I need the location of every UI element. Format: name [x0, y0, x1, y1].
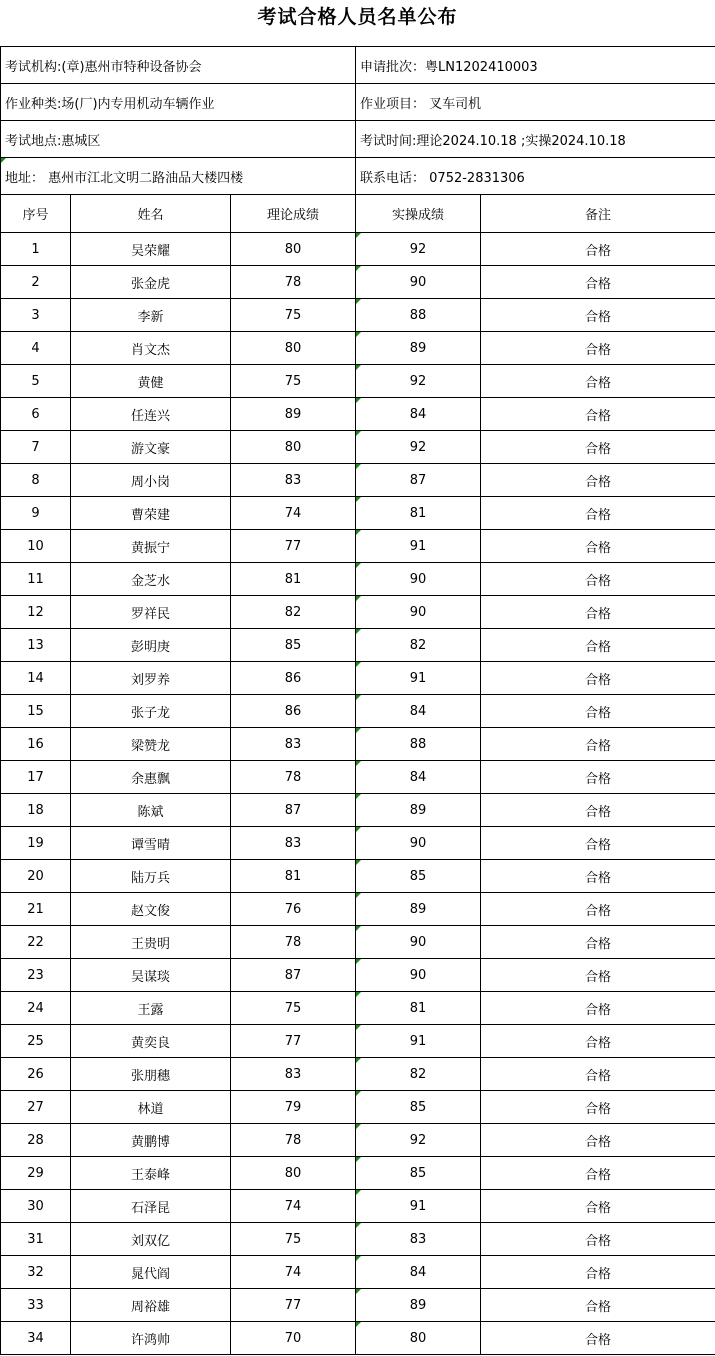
theory-score: 77 [231, 530, 356, 563]
row-index: 30 [1, 1190, 71, 1223]
theory-score: 78 [231, 1124, 356, 1157]
row-index: 20 [1, 860, 71, 893]
person-name: 吴荣耀 [71, 233, 231, 266]
person-name: 周裕雄 [71, 1289, 231, 1322]
theory-score: 79 [231, 1091, 356, 1124]
practical-score: 82 [356, 1058, 481, 1091]
theory-score: 80 [231, 1157, 356, 1190]
header-index: 序号 [1, 195, 71, 233]
theory-score: 78 [231, 926, 356, 959]
theory-score: 82 [231, 596, 356, 629]
remark: 合格 [481, 1025, 715, 1058]
remark: 合格 [481, 1058, 715, 1091]
practical-score: 82 [356, 629, 481, 662]
person-name: 许鸿帅 [71, 1322, 231, 1355]
remark: 合格 [481, 431, 715, 464]
row-index: 5 [1, 365, 71, 398]
exam-time: 考试时间:理论2024.10.18 ;实操2024.10.18 [356, 121, 715, 158]
person-name: 游文豪 [71, 431, 231, 464]
theory-score: 78 [231, 266, 356, 299]
practical-score: 84 [356, 1256, 481, 1289]
table-row [1, 1289, 715, 1322]
table-row [1, 893, 715, 926]
table-row [1, 1157, 715, 1190]
table-row [1, 431, 715, 464]
person-name: 刘罗养 [71, 662, 231, 695]
remark: 合格 [481, 926, 715, 959]
table-row [1, 365, 715, 398]
remark: 合格 [481, 662, 715, 695]
row-index: 32 [1, 1256, 71, 1289]
header-theory-score: 理论成绩 [231, 195, 356, 233]
practical-score: 91 [356, 1190, 481, 1223]
person-name: 谭雪晴 [71, 827, 231, 860]
practical-score: 88 [356, 299, 481, 332]
theory-score: 87 [231, 959, 356, 992]
table-row [1, 266, 715, 299]
results-table [0, 46, 715, 1355]
theory-score: 85 [231, 629, 356, 662]
person-name: 张子龙 [71, 695, 231, 728]
remark: 合格 [481, 1223, 715, 1256]
person-name: 黄鹏博 [71, 1124, 231, 1157]
person-name: 林道 [71, 1091, 231, 1124]
person-name: 陆万兵 [71, 860, 231, 893]
row-index: 24 [1, 992, 71, 1025]
row-index: 15 [1, 695, 71, 728]
practical-score: 89 [356, 1289, 481, 1322]
theory-score: 86 [231, 695, 356, 728]
table-row [1, 959, 715, 992]
person-name: 周小岗 [71, 464, 231, 497]
practical-score: 89 [356, 794, 481, 827]
person-name: 晁代阎 [71, 1256, 231, 1289]
remark: 合格 [481, 1322, 715, 1355]
remark: 合格 [481, 365, 715, 398]
table-row [1, 860, 715, 893]
remark: 合格 [481, 893, 715, 926]
practical-score: 88 [356, 728, 481, 761]
person-name: 肖文杰 [71, 332, 231, 365]
theory-score: 87 [231, 794, 356, 827]
theory-score: 80 [231, 332, 356, 365]
exam-institution: 考试机构:(章)惠州市特种设备协会 [1, 47, 356, 84]
table-row [1, 596, 715, 629]
remark: 合格 [481, 1091, 715, 1124]
table-row [1, 497, 715, 530]
theory-score: 75 [231, 365, 356, 398]
row-index: 7 [1, 431, 71, 464]
table-row [1, 1091, 715, 1124]
remark: 合格 [481, 332, 715, 365]
practical-score: 90 [356, 563, 481, 596]
person-name: 张金虎 [71, 266, 231, 299]
theory-score: 83 [231, 464, 356, 497]
theory-score: 83 [231, 827, 356, 860]
table-row [1, 332, 715, 365]
table-row [1, 299, 715, 332]
practical-score: 85 [356, 1091, 481, 1124]
person-name: 曹荣建 [71, 497, 231, 530]
theory-score: 81 [231, 563, 356, 596]
row-index: 8 [1, 464, 71, 497]
theory-score: 80 [231, 431, 356, 464]
person-name: 石泽昆 [71, 1190, 231, 1223]
person-name: 李新 [71, 299, 231, 332]
row-index: 25 [1, 1025, 71, 1058]
row-index: 14 [1, 662, 71, 695]
remark: 合格 [481, 299, 715, 332]
practical-score: 90 [356, 596, 481, 629]
exam-location: 考试地点:惠城区 [1, 121, 356, 158]
person-name: 王泰峰 [71, 1157, 231, 1190]
work-category: 作业种类:场(厂)内专用机动车辆作业 [1, 84, 356, 121]
page-title: 考试合格人员名单公布 [257, 6, 458, 28]
row-index: 13 [1, 629, 71, 662]
remark: 合格 [481, 827, 715, 860]
person-name: 彭明庚 [71, 629, 231, 662]
table-row [1, 464, 715, 497]
practical-score: 91 [356, 530, 481, 563]
practical-score: 84 [356, 761, 481, 794]
practical-score: 85 [356, 1157, 481, 1190]
theory-score: 86 [231, 662, 356, 695]
address: 地址： 惠州市江北文明二路油品大楼四楼 [1, 158, 356, 195]
info-row [1, 158, 715, 195]
remark: 合格 [481, 596, 715, 629]
person-name: 黄振宁 [71, 530, 231, 563]
info-row [1, 84, 715, 121]
row-index: 27 [1, 1091, 71, 1124]
practical-score: 90 [356, 959, 481, 992]
row-index: 3 [1, 299, 71, 332]
row-index: 11 [1, 563, 71, 596]
theory-score: 83 [231, 728, 356, 761]
person-name: 黄奕良 [71, 1025, 231, 1058]
practical-score: 89 [356, 893, 481, 926]
theory-score: 75 [231, 1223, 356, 1256]
person-name: 刘双亿 [71, 1223, 231, 1256]
table-row [1, 1025, 715, 1058]
theory-score: 75 [231, 299, 356, 332]
table-row [1, 233, 715, 266]
row-index: 9 [1, 497, 71, 530]
row-index: 28 [1, 1124, 71, 1157]
remark: 合格 [481, 761, 715, 794]
practical-score: 92 [356, 365, 481, 398]
row-index: 34 [1, 1322, 71, 1355]
person-name: 罗祥民 [71, 596, 231, 629]
table-row [1, 1124, 715, 1157]
practical-score: 87 [356, 464, 481, 497]
table-header [1, 195, 715, 233]
work-item: 作业项目： 叉车司机 [356, 84, 715, 121]
row-index: 17 [1, 761, 71, 794]
practical-score: 80 [356, 1322, 481, 1355]
row-index: 29 [1, 1157, 71, 1190]
theory-score: 77 [231, 1025, 356, 1058]
table-row [1, 662, 715, 695]
theory-score: 81 [231, 860, 356, 893]
row-index: 4 [1, 332, 71, 365]
practical-score: 89 [356, 332, 481, 365]
row-index: 22 [1, 926, 71, 959]
row-index: 1 [1, 233, 71, 266]
table-row [1, 992, 715, 1025]
table-row [1, 1190, 715, 1223]
theory-score: 74 [231, 1256, 356, 1289]
table-row [1, 1256, 715, 1289]
table-row [1, 1322, 715, 1355]
header-remark: 备注 [481, 195, 715, 233]
row-index: 19 [1, 827, 71, 860]
practical-score: 92 [356, 431, 481, 464]
practical-score: 84 [356, 398, 481, 431]
table-row [1, 827, 715, 860]
row-index: 33 [1, 1289, 71, 1322]
practical-score: 90 [356, 827, 481, 860]
application-batch: 申请批次：粤LN1202410003 [356, 47, 715, 84]
practical-score: 83 [356, 1223, 481, 1256]
table-row [1, 794, 715, 827]
person-name: 金芝水 [71, 563, 231, 596]
table-row [1, 695, 715, 728]
info-row [1, 121, 715, 158]
person-name: 任连兴 [71, 398, 231, 431]
table-row [1, 926, 715, 959]
remark: 合格 [481, 728, 715, 761]
person-name: 陈斌 [71, 794, 231, 827]
remark: 合格 [481, 233, 715, 266]
person-name: 王贵明 [71, 926, 231, 959]
remark: 合格 [481, 563, 715, 596]
person-name: 黄健 [71, 365, 231, 398]
table-row [1, 1058, 715, 1091]
remark: 合格 [481, 860, 715, 893]
theory-score: 74 [231, 1190, 356, 1223]
person-name: 梁赞龙 [71, 728, 231, 761]
practical-score: 84 [356, 695, 481, 728]
theory-score: 75 [231, 992, 356, 1025]
remark: 合格 [481, 266, 715, 299]
theory-score: 76 [231, 893, 356, 926]
theory-score: 74 [231, 497, 356, 530]
remark: 合格 [481, 398, 715, 431]
table-row [1, 728, 715, 761]
row-index: 21 [1, 893, 71, 926]
remark: 合格 [481, 629, 715, 662]
header-practical-score: 实操成绩 [356, 195, 481, 233]
practical-score: 81 [356, 497, 481, 530]
info-row [1, 47, 715, 84]
theory-score: 70 [231, 1322, 356, 1355]
remark: 合格 [481, 695, 715, 728]
remark: 合格 [481, 1256, 715, 1289]
row-index: 26 [1, 1058, 71, 1091]
person-name: 余惠飘 [71, 761, 231, 794]
row-index: 12 [1, 596, 71, 629]
theory-score: 83 [231, 1058, 356, 1091]
row-index: 31 [1, 1223, 71, 1256]
practical-score: 91 [356, 1025, 481, 1058]
header-name: 姓名 [71, 195, 231, 233]
table-row [1, 530, 715, 563]
theory-score: 89 [231, 398, 356, 431]
theory-score: 78 [231, 761, 356, 794]
person-name: 吴谋琰 [71, 959, 231, 992]
practical-score: 85 [356, 860, 481, 893]
row-index: 10 [1, 530, 71, 563]
row-index: 6 [1, 398, 71, 431]
practical-score: 92 [356, 1124, 481, 1157]
row-index: 2 [1, 266, 71, 299]
theory-score: 77 [231, 1289, 356, 1322]
remark: 合格 [481, 497, 715, 530]
row-index: 18 [1, 794, 71, 827]
remark: 合格 [481, 992, 715, 1025]
person-name: 王露 [71, 992, 231, 1025]
remark: 合格 [481, 1124, 715, 1157]
remark: 合格 [481, 1289, 715, 1322]
practical-score: 81 [356, 992, 481, 1025]
table-row [1, 1223, 715, 1256]
table-row [1, 398, 715, 431]
practical-score: 90 [356, 266, 481, 299]
contact-phone: 联系电话： 0752-2831306 [356, 158, 715, 195]
practical-score: 90 [356, 926, 481, 959]
table-row [1, 629, 715, 662]
row-index: 16 [1, 728, 71, 761]
theory-score: 80 [231, 233, 356, 266]
remark: 合格 [481, 464, 715, 497]
remark: 合格 [481, 530, 715, 563]
person-name: 赵文俊 [71, 893, 231, 926]
person-name: 张朋穗 [71, 1058, 231, 1091]
remark: 合格 [481, 1190, 715, 1223]
practical-score: 91 [356, 662, 481, 695]
table-row [1, 563, 715, 596]
practical-score: 92 [356, 233, 481, 266]
remark: 合格 [481, 1157, 715, 1190]
row-index: 23 [1, 959, 71, 992]
remark: 合格 [481, 959, 715, 992]
table-row [1, 761, 715, 794]
remark: 合格 [481, 794, 715, 827]
